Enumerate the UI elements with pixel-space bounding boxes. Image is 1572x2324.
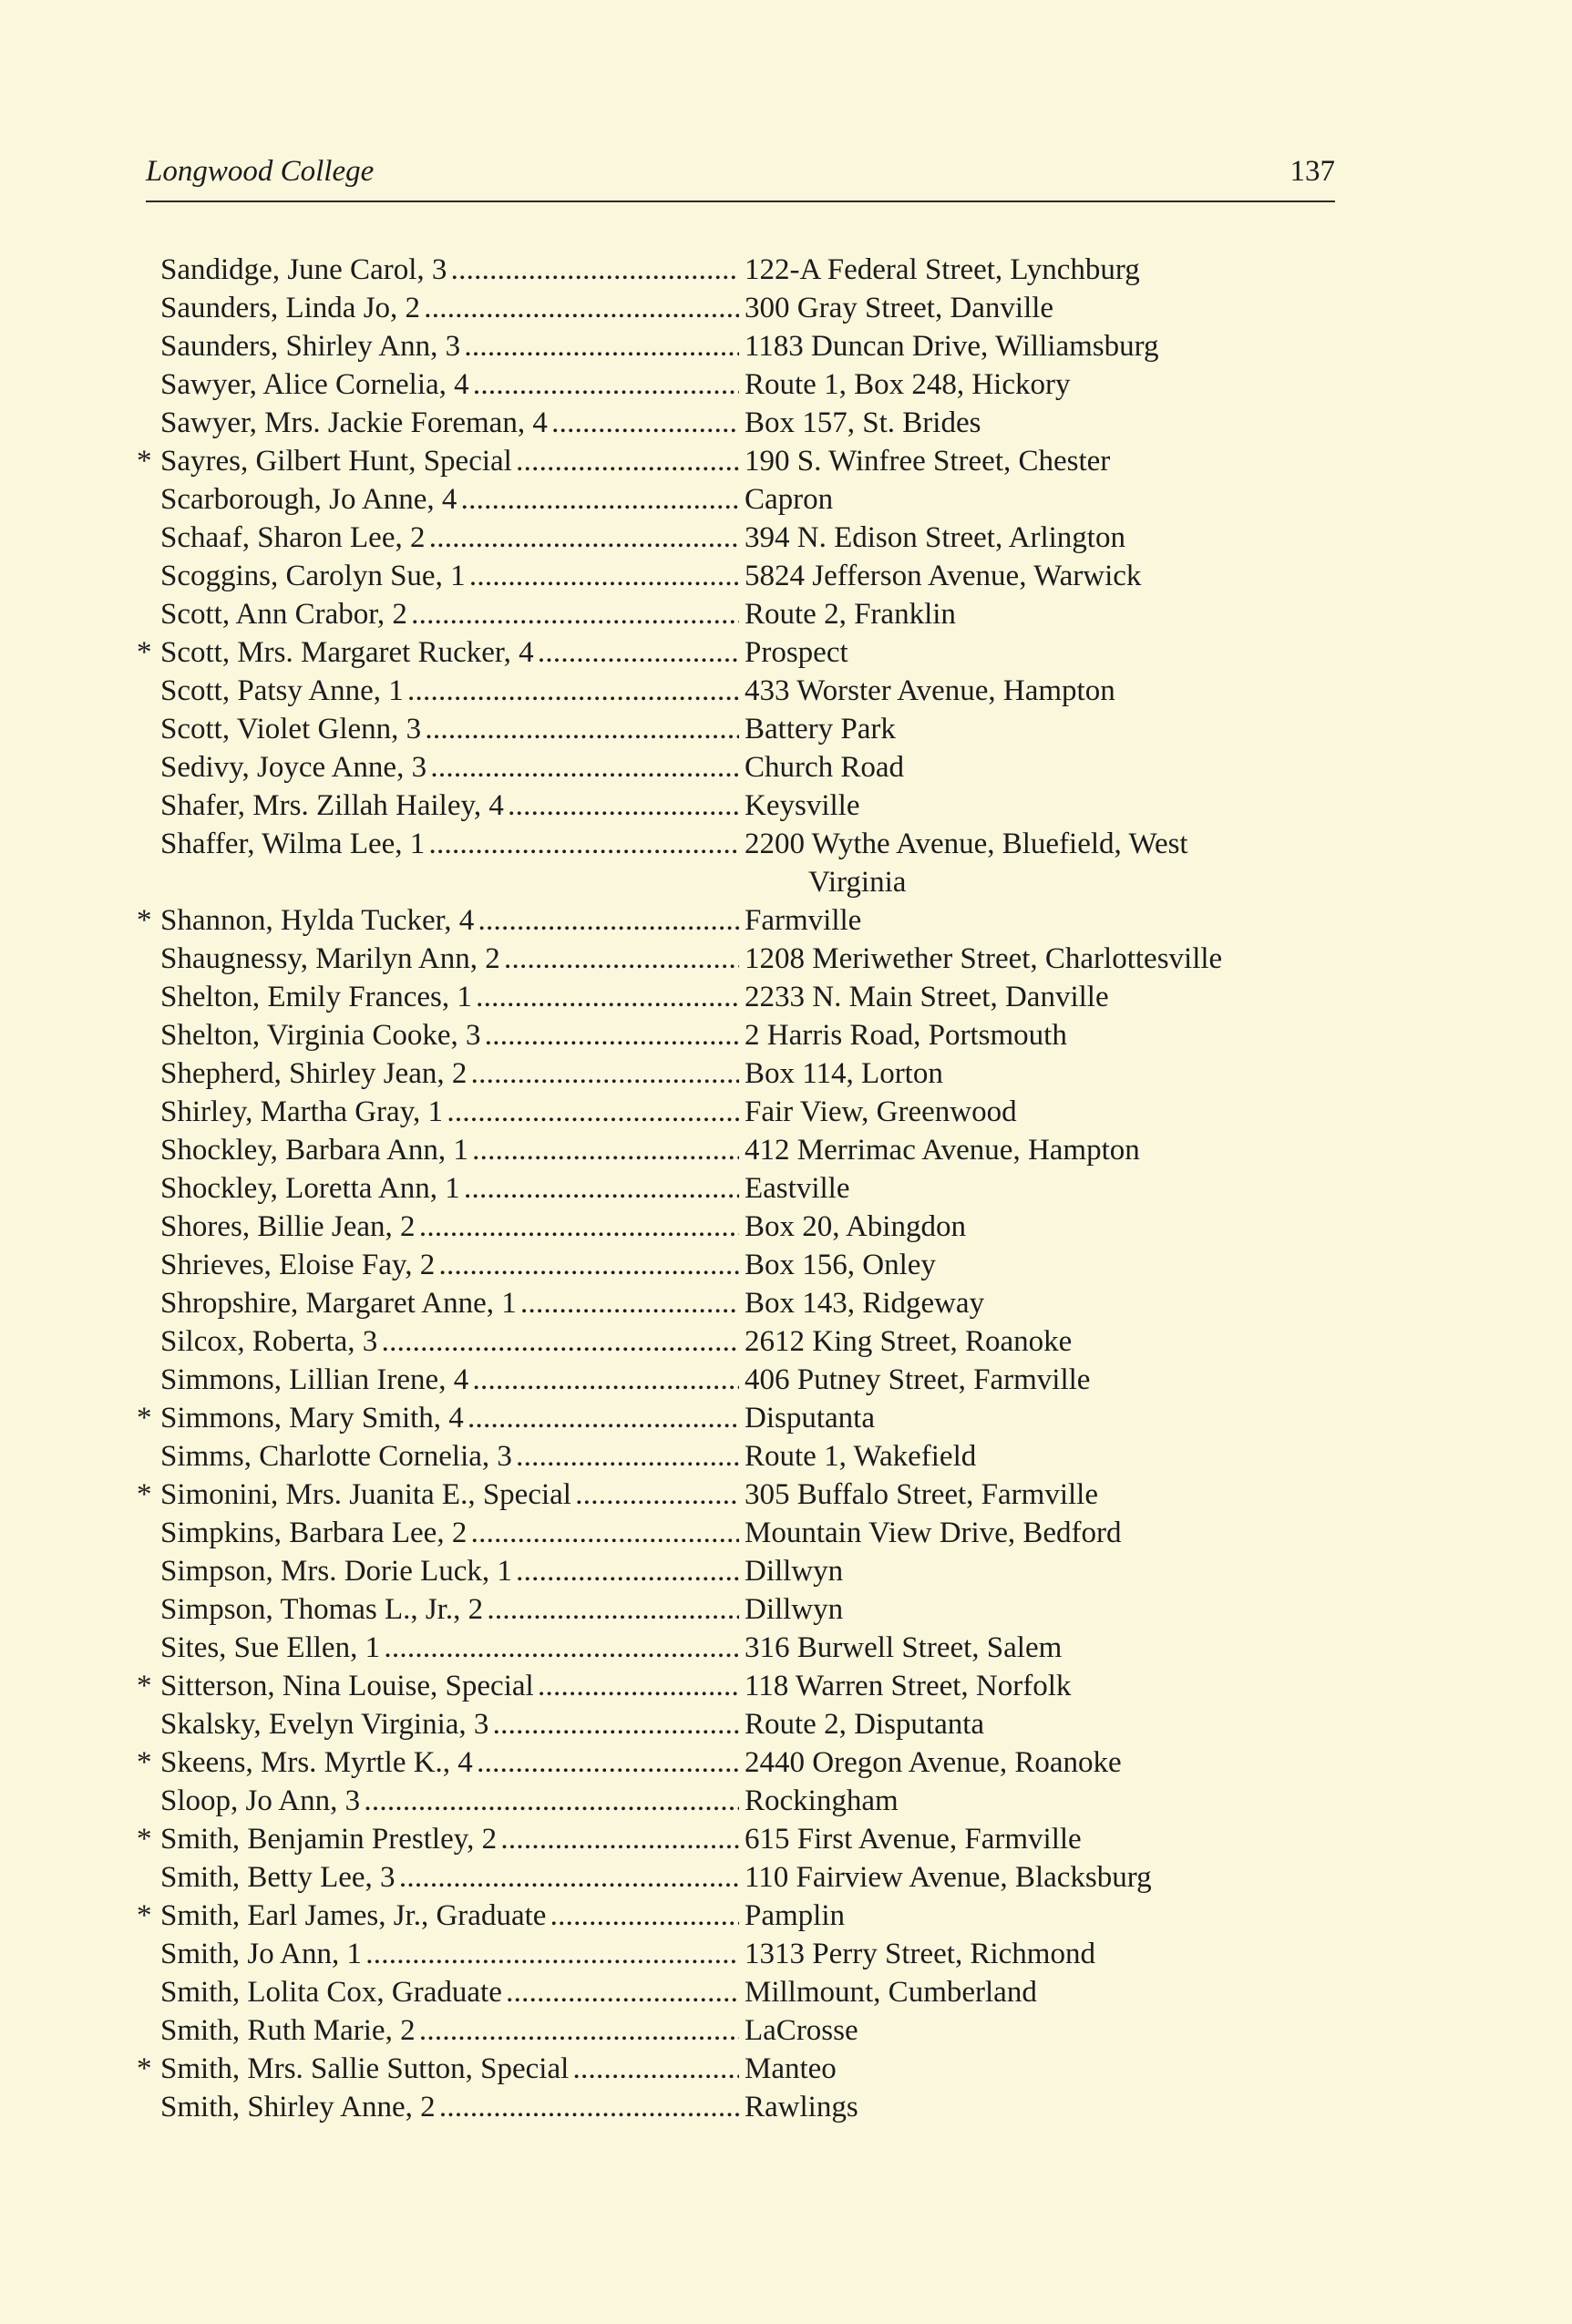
- entry-address-line: 2440 Oregon Avenue, Roanoke: [745, 1746, 1122, 1779]
- entry-name: Simms, Charlotte Cornelia, 3 . . .: [160, 1437, 739, 1476]
- directory-entry: [137, 2050, 1358, 2088]
- entry-address: [739, 1820, 1358, 1858]
- entry-address: [739, 289, 1358, 327]
- entry-address: [739, 442, 1358, 480]
- entry-address-line: 2612 King Street, Roanoke: [745, 1325, 1073, 1358]
- directory-entry: [137, 1322, 1358, 1361]
- entry-address-line: Dillwyn: [745, 1555, 844, 1588]
- directory-entry: [137, 1782, 1358, 1820]
- directory-entry: [137, 825, 1358, 901]
- entry-address-line: 2233 N. Main Street, Danville: [745, 981, 1109, 1013]
- entry-name: Sites, Sue Ellen, 1 . . .: [160, 1629, 739, 1667]
- entry-address: [739, 1131, 1358, 1169]
- entry-address-line: Route 2, Disputanta: [745, 1708, 985, 1741]
- directory-entry: [137, 289, 1358, 327]
- entry-name: Simonini, Mrs. Juanita E., Special . . .: [160, 1476, 739, 1514]
- page-number: 137: [1289, 155, 1335, 188]
- directory-entry: [137, 519, 1358, 557]
- entry-name: Shropshire, Margaret Anne, 1 . . .: [160, 1284, 739, 1322]
- directory-entry: [137, 978, 1358, 1016]
- entry-address: [739, 1705, 1358, 1743]
- entry-address-line: 190 S. Winfree Street, Chester: [745, 445, 1111, 478]
- entry-address: [739, 2050, 1358, 2088]
- entry-address-continuation: Virginia: [808, 866, 907, 899]
- entry-marker: *: [137, 1823, 152, 1856]
- entry-address-line: 433 Worster Avenue, Hampton: [745, 674, 1115, 707]
- entry-name: Shepherd, Shirley Jean, 2 . . .: [160, 1054, 739, 1093]
- entry-address-line: Farmville: [745, 904, 862, 937]
- directory-entry: [137, 1858, 1358, 1897]
- entry-address-line: Pamplin: [745, 1899, 846, 1932]
- directory-entry: [137, 1169, 1358, 1208]
- entry-name: Shaffer, Wilma Lee, 1 . . .: [160, 825, 739, 863]
- entry-address-line: LaCrosse: [745, 2014, 858, 2047]
- directory-entry: [137, 595, 1358, 633]
- directory-entry: [137, 787, 1358, 825]
- entry-address: [739, 1437, 1358, 1476]
- entry-address-line: 316 Burwell Street, Salem: [745, 1631, 1063, 1664]
- entry-address: [739, 327, 1358, 365]
- entry-address: [739, 1590, 1358, 1629]
- entry-address: [739, 1897, 1358, 1935]
- entry-address: [739, 519, 1358, 557]
- entry-marker: *: [137, 1402, 152, 1435]
- entry-address-line: 305 Buffalo Street, Farmville: [745, 1478, 1098, 1511]
- entry-name: Sayres, Gilbert Hunt, Special . . .: [160, 442, 739, 480]
- entry-address: [739, 2011, 1358, 2050]
- entry-name: Shafer, Mrs. Zillah Hailey, 4 . . .: [160, 787, 739, 825]
- entry-name: Smith, Jo Ann, 1 . . .: [160, 1935, 739, 1973]
- entry-address-line: 1208 Meriwether Street, Charlottesville: [745, 942, 1223, 975]
- entry-name: Smith, Mrs. Sallie Sutton, Special . . .: [160, 2050, 739, 2088]
- entry-address-line: 5824 Jefferson Avenue, Warwick: [745, 560, 1142, 592]
- entry-address-line: 394 N. Edison Street, Arlington: [745, 521, 1125, 554]
- entry-address-line: 1183 Duncan Drive, Williamsburg: [745, 330, 1159, 363]
- directory-entry: [137, 1246, 1358, 1284]
- entry-address: [739, 480, 1358, 519]
- directory-entry: [137, 1131, 1358, 1169]
- entry-address: [739, 251, 1358, 289]
- directory-entry: [137, 1016, 1358, 1054]
- entry-address: [739, 978, 1358, 1016]
- entry-address: [739, 1476, 1358, 1514]
- entry-name: Simmons, Lillian Irene, 4 . . .: [160, 1361, 739, 1399]
- entry-address: [739, 1973, 1358, 2011]
- entry-address: [739, 1629, 1358, 1667]
- directory-entry: [137, 1361, 1358, 1399]
- entry-address: [739, 901, 1358, 940]
- entry-address: [739, 1782, 1358, 1820]
- directory-entry: [137, 1667, 1358, 1705]
- entry-address-line: Keysville: [745, 789, 860, 822]
- entry-address: [739, 1858, 1358, 1897]
- entry-address-line: Mountain View Drive, Bedford: [745, 1517, 1122, 1549]
- page-header: [146, 153, 1335, 202]
- entry-name: Sitterson, Nina Louise, Special . . .: [160, 1667, 739, 1705]
- entry-address-line: 412 Merrimac Avenue, Hampton: [745, 1134, 1140, 1167]
- directory-entry: [137, 1935, 1358, 1973]
- entry-address-line: 1313 Perry Street, Richmond: [745, 1938, 1095, 1970]
- entry-name: Shrieves, Eloise Fay, 2 . . .: [160, 1246, 739, 1284]
- entry-name: Shirley, Martha Gray, 1 . . .: [160, 1093, 739, 1131]
- entry-address: [739, 1246, 1358, 1284]
- directory-entry: [137, 327, 1358, 365]
- directory-entry: [137, 1514, 1358, 1552]
- entry-address-line: 406 Putney Street, Farmville: [745, 1363, 1091, 1396]
- entry-name: Smith, Lolita Cox, Graduate . . .: [160, 1973, 739, 2011]
- entry-address-line: Disputanta: [745, 1402, 875, 1435]
- directory-entry: [137, 901, 1358, 940]
- directory-entry: [137, 1054, 1358, 1093]
- entry-name: Sedivy, Joyce Anne, 3 . . .: [160, 748, 739, 787]
- entry-address-line: Rockingham: [745, 1784, 899, 1817]
- entry-name: Schaaf, Sharon Lee, 2 . . .: [160, 519, 739, 557]
- directory-entry: [137, 1093, 1358, 1131]
- directory-entry: [137, 1629, 1358, 1667]
- entry-address: [739, 1667, 1358, 1705]
- entry-address-line: Box 157, St. Brides: [745, 406, 981, 439]
- directory-entry: [137, 1897, 1358, 1935]
- directory-entry: [137, 251, 1358, 289]
- directory-entry: [137, 1590, 1358, 1629]
- entry-address: [739, 1514, 1358, 1552]
- entry-name: Sandidge, June Carol, 3 . . .: [160, 251, 739, 289]
- entry-name: Sloop, Jo Ann, 3 . . .: [160, 1782, 739, 1820]
- entry-address: [739, 1093, 1358, 1131]
- entry-address-line: 2 Harris Road, Portsmouth: [745, 1019, 1067, 1052]
- entry-name: Shores, Billie Jean, 2 . . .: [160, 1208, 739, 1246]
- entry-name: Saunders, Shirley Ann, 3 . . .: [160, 327, 739, 365]
- entry-name: Scott, Ann Crabor, 2 . . .: [160, 595, 739, 633]
- entry-address-line: Manteo: [745, 2052, 837, 2085]
- entry-name: Scott, Patsy Anne, 1 . . .: [160, 672, 739, 710]
- directory-entry: [137, 940, 1358, 978]
- entry-address: [739, 1743, 1358, 1782]
- directory-entry: [137, 1705, 1358, 1743]
- entry-address: [739, 1208, 1358, 1246]
- entry-address-line: Eastville: [745, 1172, 850, 1205]
- entry-marker: *: [137, 1478, 152, 1511]
- directory-entry: [137, 748, 1358, 787]
- entry-name: Sawyer, Mrs. Jackie Foreman, 4 . . .: [160, 404, 739, 442]
- entry-address: [739, 1284, 1358, 1322]
- entry-address: [739, 710, 1358, 748]
- entry-marker: *: [137, 1670, 152, 1702]
- entry-address: [739, 365, 1358, 404]
- entry-name: Simmons, Mary Smith, 4 . . .: [160, 1399, 739, 1437]
- directory-entry: [137, 1399, 1358, 1437]
- directory-entry: [137, 404, 1358, 442]
- entry-name: Shockley, Barbara Ann, 1 . . .: [160, 1131, 739, 1169]
- entry-address-line: Box 143, Ridgeway: [745, 1287, 985, 1320]
- directory-entry: [137, 1552, 1358, 1590]
- directory-entry: [137, 672, 1358, 710]
- student-directory-list: [137, 251, 1358, 2126]
- directory-entry: [137, 1973, 1358, 2011]
- entry-address: [739, 825, 1358, 901]
- entry-name: Simpkins, Barbara Lee, 2 . . .: [160, 1514, 739, 1552]
- entry-name: Scoggins, Carolyn Sue, 1 . . .: [160, 557, 739, 595]
- directory-entry: [137, 2011, 1358, 2050]
- entry-address: [739, 748, 1358, 787]
- entry-address-line: Church Road: [745, 751, 905, 784]
- entry-name: Saunders, Linda Jo, 2 . . .: [160, 289, 739, 327]
- entry-address-line: Box 156, Onley: [745, 1249, 936, 1281]
- entry-name: Sawyer, Alice Cornelia, 4 . . .: [160, 365, 739, 404]
- entry-address-line: Rawlings: [745, 2091, 858, 2123]
- entry-address: [739, 404, 1358, 442]
- entry-address-line: Millmount, Cumberland: [745, 1976, 1037, 2009]
- entry-address: [739, 1016, 1358, 1054]
- entry-name: Smith, Earl James, Jr., Graduate . . .: [160, 1897, 739, 1935]
- running-title: Longwood College: [146, 155, 375, 188]
- entry-address: [739, 672, 1358, 710]
- entry-address: [739, 2088, 1358, 2126]
- directory-entry: [137, 557, 1358, 595]
- entry-name: Scarborough, Jo Anne, 4 . . .: [160, 480, 739, 519]
- directory-entry: [137, 480, 1358, 519]
- entry-name: Silcox, Roberta, 3 . . .: [160, 1322, 739, 1361]
- entry-address-line: Prospect: [745, 636, 848, 669]
- entry-address-line: Fair View, Greenwood: [745, 1095, 1017, 1128]
- entry-address: [739, 1054, 1358, 1093]
- entry-address-line: 2200 Wythe Avenue, Bluefield, West: [745, 828, 1188, 860]
- entry-marker: *: [137, 904, 152, 937]
- entry-address-line: Box 114, Lorton: [745, 1057, 943, 1090]
- entry-address-line: Battery Park: [745, 713, 896, 746]
- directory-entry: [137, 633, 1358, 672]
- entry-address-line: Dillwyn: [745, 1593, 844, 1626]
- entry-address-line: 122-A Federal Street, Lynchburg: [745, 253, 1140, 286]
- directory-entry: [137, 710, 1358, 748]
- entry-name: Shockley, Loretta Ann, 1 . . .: [160, 1169, 739, 1208]
- directory-entry: [137, 1476, 1358, 1514]
- entry-name: Scott, Violet Glenn, 3 . . .: [160, 710, 739, 748]
- entry-address-line: Route 2, Franklin: [745, 598, 956, 631]
- entry-name: Smith, Shirley Anne, 2 . . .: [160, 2088, 739, 2126]
- directory-entry: [137, 1743, 1358, 1782]
- entry-marker: *: [137, 1746, 152, 1779]
- entry-address: [739, 1552, 1358, 1590]
- entry-name: Shelton, Virginia Cooke, 3 . . .: [160, 1016, 739, 1054]
- directory-entry: [137, 1284, 1358, 1322]
- entry-address-line: 118 Warren Street, Norfolk: [745, 1670, 1072, 1702]
- entry-address: [739, 1169, 1358, 1208]
- entry-address-line: 615 First Avenue, Farmville: [745, 1823, 1082, 1856]
- entry-address: [739, 940, 1358, 978]
- entry-marker: *: [137, 445, 152, 478]
- entry-marker: *: [137, 1899, 152, 1932]
- entry-address-line: 300 Gray Street, Danville: [745, 292, 1054, 324]
- entry-name: Skeens, Mrs. Myrtle K., 4 . . .: [160, 1743, 739, 1782]
- entry-name: Scott, Mrs. Margaret Rucker, 4 . . .: [160, 633, 739, 672]
- entry-marker: *: [137, 636, 152, 669]
- entry-name: Simpson, Thomas L., Jr., 2 . . .: [160, 1590, 739, 1629]
- entry-address: [739, 595, 1358, 633]
- entry-name: Skalsky, Evelyn Virginia, 3 . . .: [160, 1705, 739, 1743]
- entry-address-line: Box 20, Abingdon: [745, 1210, 966, 1243]
- entry-address: [739, 787, 1358, 825]
- entry-name: Smith, Benjamin Prestley, 2 . . .: [160, 1820, 739, 1858]
- entry-address: [739, 1399, 1358, 1437]
- entry-address: [739, 1322, 1358, 1361]
- entry-name: Smith, Betty Lee, 3 . . .: [160, 1858, 739, 1897]
- directory-entry: [137, 1208, 1358, 1246]
- directory-entry: [137, 2088, 1358, 2126]
- directory-entry: [137, 1437, 1358, 1476]
- entry-marker: *: [137, 2052, 152, 2085]
- entry-address: [739, 557, 1358, 595]
- entry-name: Shaugnessy, Marilyn Ann, 2 . . .: [160, 940, 739, 978]
- entry-address-line: Capron: [745, 483, 834, 516]
- directory-entry: [137, 1820, 1358, 1858]
- entry-address-line: Route 1, Box 248, Hickory: [745, 368, 1071, 401]
- directory-entry: [137, 442, 1358, 480]
- entry-address: [739, 1935, 1358, 1973]
- entry-name: Smith, Ruth Marie, 2 . . .: [160, 2011, 739, 2050]
- entry-name: Simpson, Mrs. Dorie Luck, 1 . . .: [160, 1552, 739, 1590]
- entry-name: Shelton, Emily Frances, 1 . . .: [160, 978, 739, 1016]
- entry-address-line: 110 Fairview Avenue, Blacksburg: [745, 1861, 1152, 1894]
- entry-name: Shannon, Hylda Tucker, 4 . . .: [160, 901, 739, 940]
- entry-address: [739, 633, 1358, 672]
- entry-address-line: Route 1, Wakefield: [745, 1440, 977, 1473]
- entry-address: [739, 1361, 1358, 1399]
- directory-entry: [137, 365, 1358, 404]
